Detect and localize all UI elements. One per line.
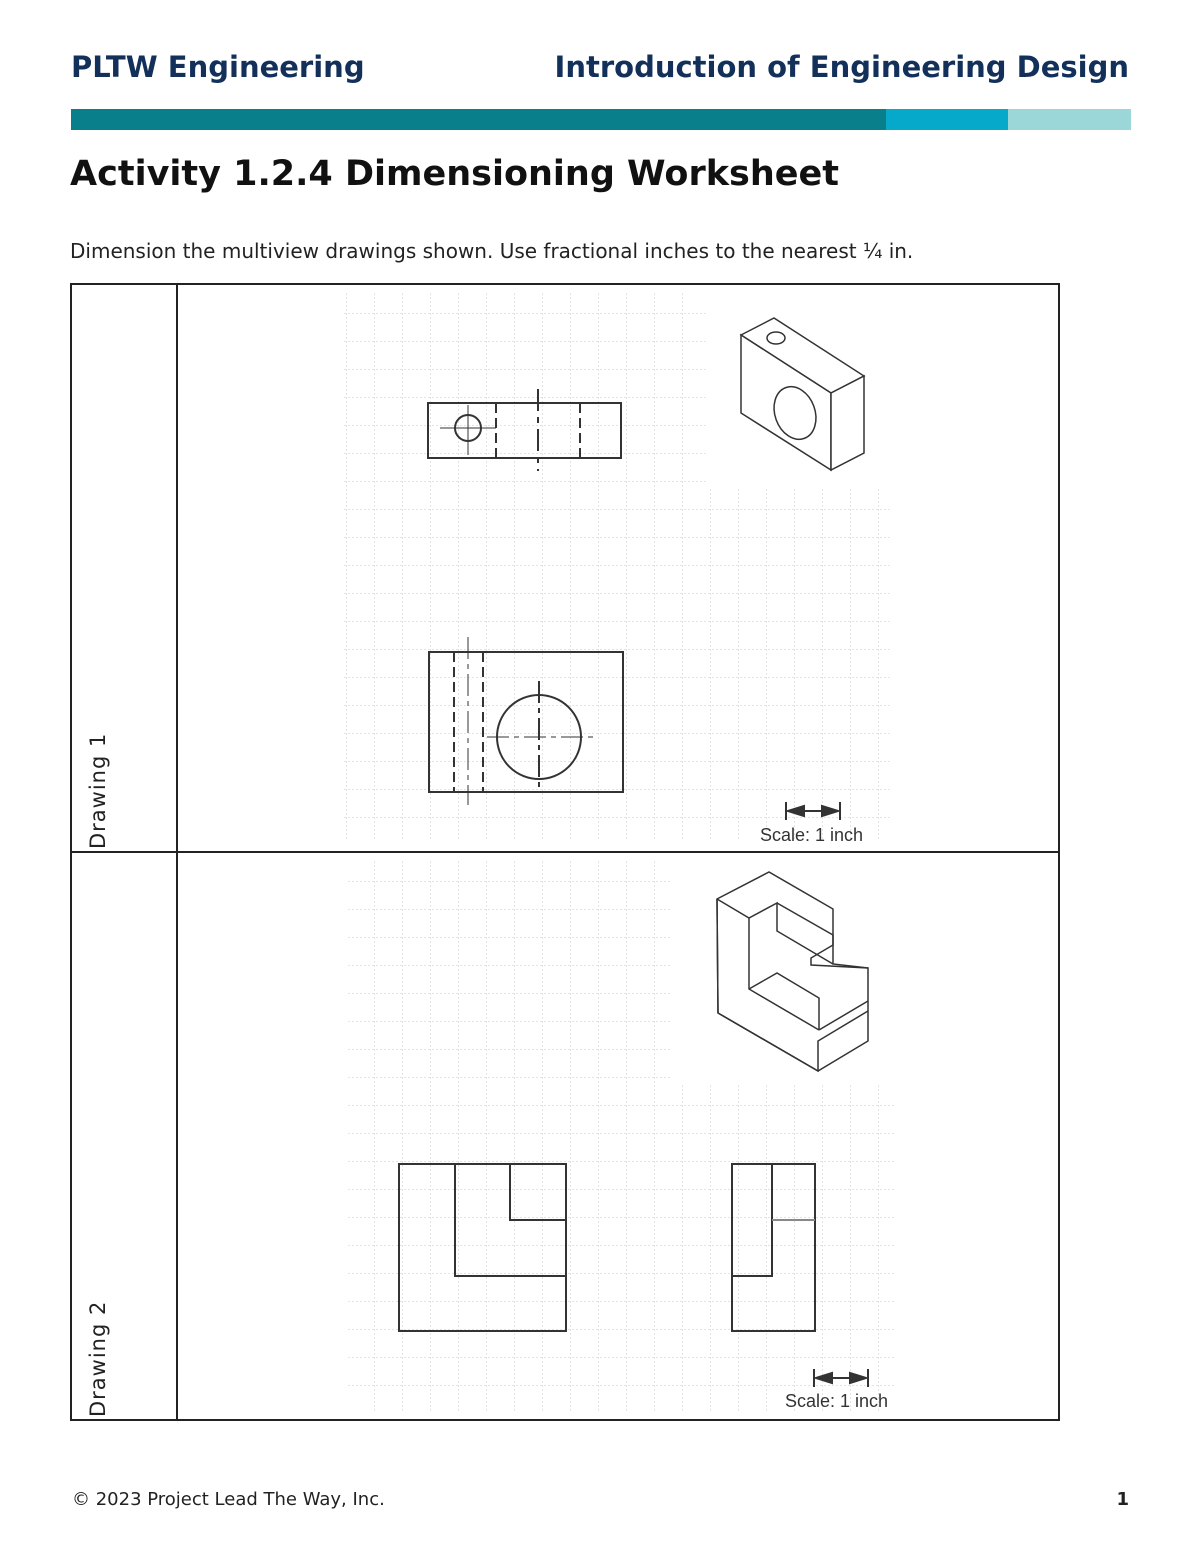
drawing-2-label: Drawing 2	[86, 1300, 110, 1417]
scale-label-2: Scale: 1 inch	[785, 1391, 889, 1411]
copyright: © 2023 Project Lead The Way, Inc.	[72, 1489, 385, 1510]
isometric-view-2	[717, 872, 868, 1071]
drawing-label-cell	[71, 852, 177, 1420]
drawing-row	[71, 284, 1059, 852]
header-bar-mid	[886, 109, 1008, 130]
drawing-1-area	[177, 284, 1059, 852]
worksheet-table	[70, 283, 1060, 1421]
page-title: Activity 1.2.4 Dimensioning Worksheet	[70, 154, 839, 194]
drawing-1-figure	[178, 285, 1058, 847]
drawing-1-label: Drawing 1	[86, 732, 110, 849]
header-right: Introduction of Engineering Design	[554, 50, 1129, 84]
drawing-row	[71, 852, 1059, 1420]
instructions: Dimension the multiview drawings shown. Use fractional inches to the nearest ¼ in.	[70, 239, 914, 263]
scale-label-1: Scale: 1 inch	[760, 825, 864, 845]
header-bar-dark	[71, 109, 886, 130]
header-bar-light	[1008, 109, 1131, 130]
drawing-label-cell	[71, 284, 177, 852]
drawing-2-figure	[178, 853, 1058, 1415]
page-number: 1	[1116, 1489, 1129, 1510]
drawing-2-area	[177, 852, 1059, 1420]
header-left: PLTW Engineering	[71, 50, 365, 84]
isometric-view	[741, 318, 864, 470]
